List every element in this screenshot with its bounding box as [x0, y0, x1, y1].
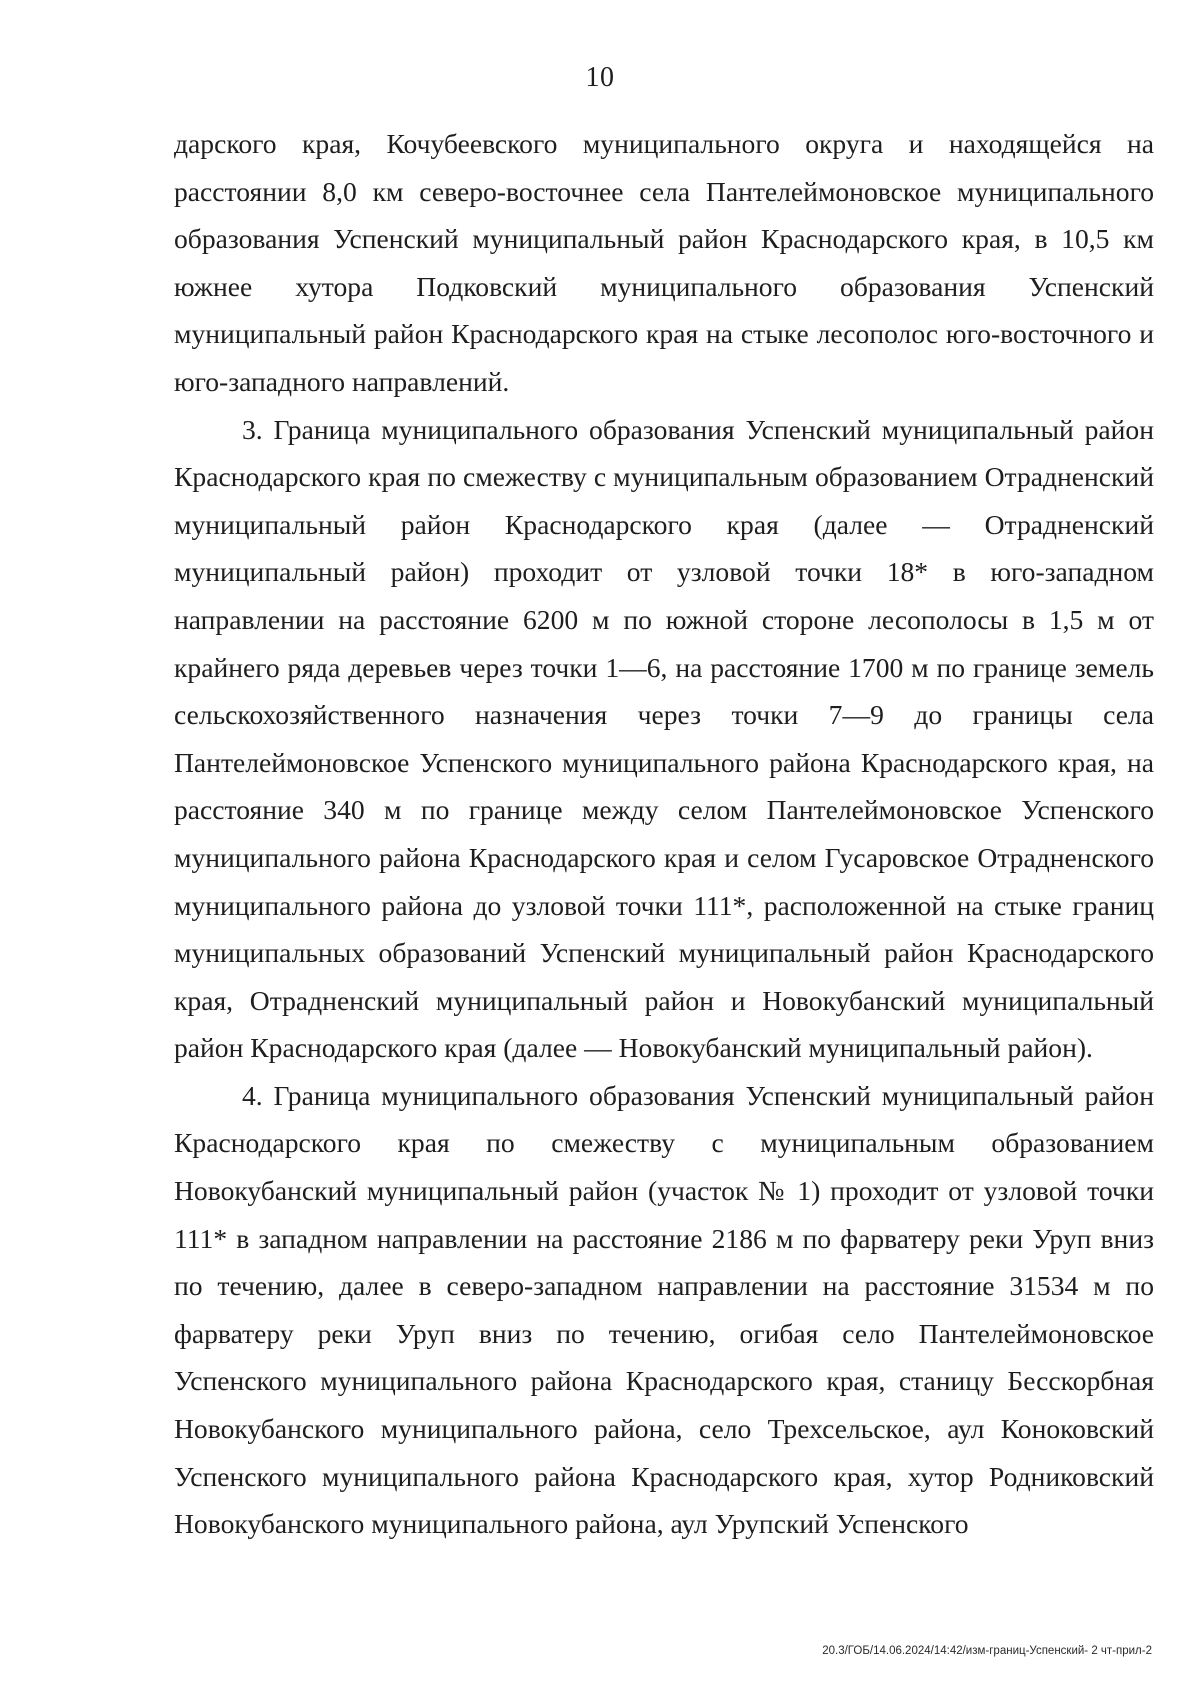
document-footer-code: 20.3/ГОБ/14.06.2024/14:42/изм-границ-Успенский- 2 чт-прил-2	[822, 1645, 1152, 1657]
paragraph-continuation: дарского края, Кочубеевского муниципального округа и находящейся на расстоянии 8,0 км северо-восточнее села Пантелеймоновское муниципального образования Успенский муниципальный район Краснодарского края, в 10,5 км южнее хутора Подковский муниципального образования Успенский муниципальный район Краснодарского края на стыке лесополос юго-восточного и юго-западного направлений.	[174, 128, 1154, 397]
page-number: 10	[585, 62, 615, 93]
document-body	[174, 120, 1154, 1548]
paragraph-3: 3. Граница муниципального образования Успенский муниципальный район Краснодарского края по смежеству с муниципальным образованием Отрадненский муниципальный район Краснодарского края (далее — Отрадненский муниципальный район) проходит от узловой точки 18* в юго-западном направлении на расстояние 6200 м по южной стороне лесополосы в 1,5 м от крайнего ряда деревьев через точки 1—6, на расстояние 1700 м по границе земель сельскохозяйственного назначения через точки 7—9 до границы села Пантелеймоновское Успенского муниципального района Краснодарского края, на расстояние 340 м по границе между селом Пантелеймоновское Успенского муниципального района Краснодарского края и селом Гусаровское Отрадненского муниципального района до узловой точки 111*, расположенной на стыке границ муниципальных образований Успенский муниципальный район Краснодарского края, Отрадненский муниципальный район и Новокубанский муниципальный район Краснодарского края (далее — Новокубанский муниципальный район).	[174, 413, 1154, 1064]
paragraph-4: 4. Граница муниципального образования Успенский муниципальный район Краснодарского края по смежеству с муниципальным образованием Новокубанский муниципальный район (участок № 1) проходит от узловой точки 111* в западном направлении на расстояние 2186 м по фарватеру реки Уруп вниз по течению, далее в северо-западном направлении на расстояние 31534 м по фарватеру реки Уруп вниз по течению, огибая село Пантелеймоновское Успенского муниципального района Краснодарского края, станицу Бесскорбная Новокубанского муниципального района, село Трехсельское, аул Коноковский Успенского муниципального района Краснодарского края, хутор Родниковский Новокубанского муниципального района, аул Урупский Успенского	[174, 1079, 1154, 1540]
